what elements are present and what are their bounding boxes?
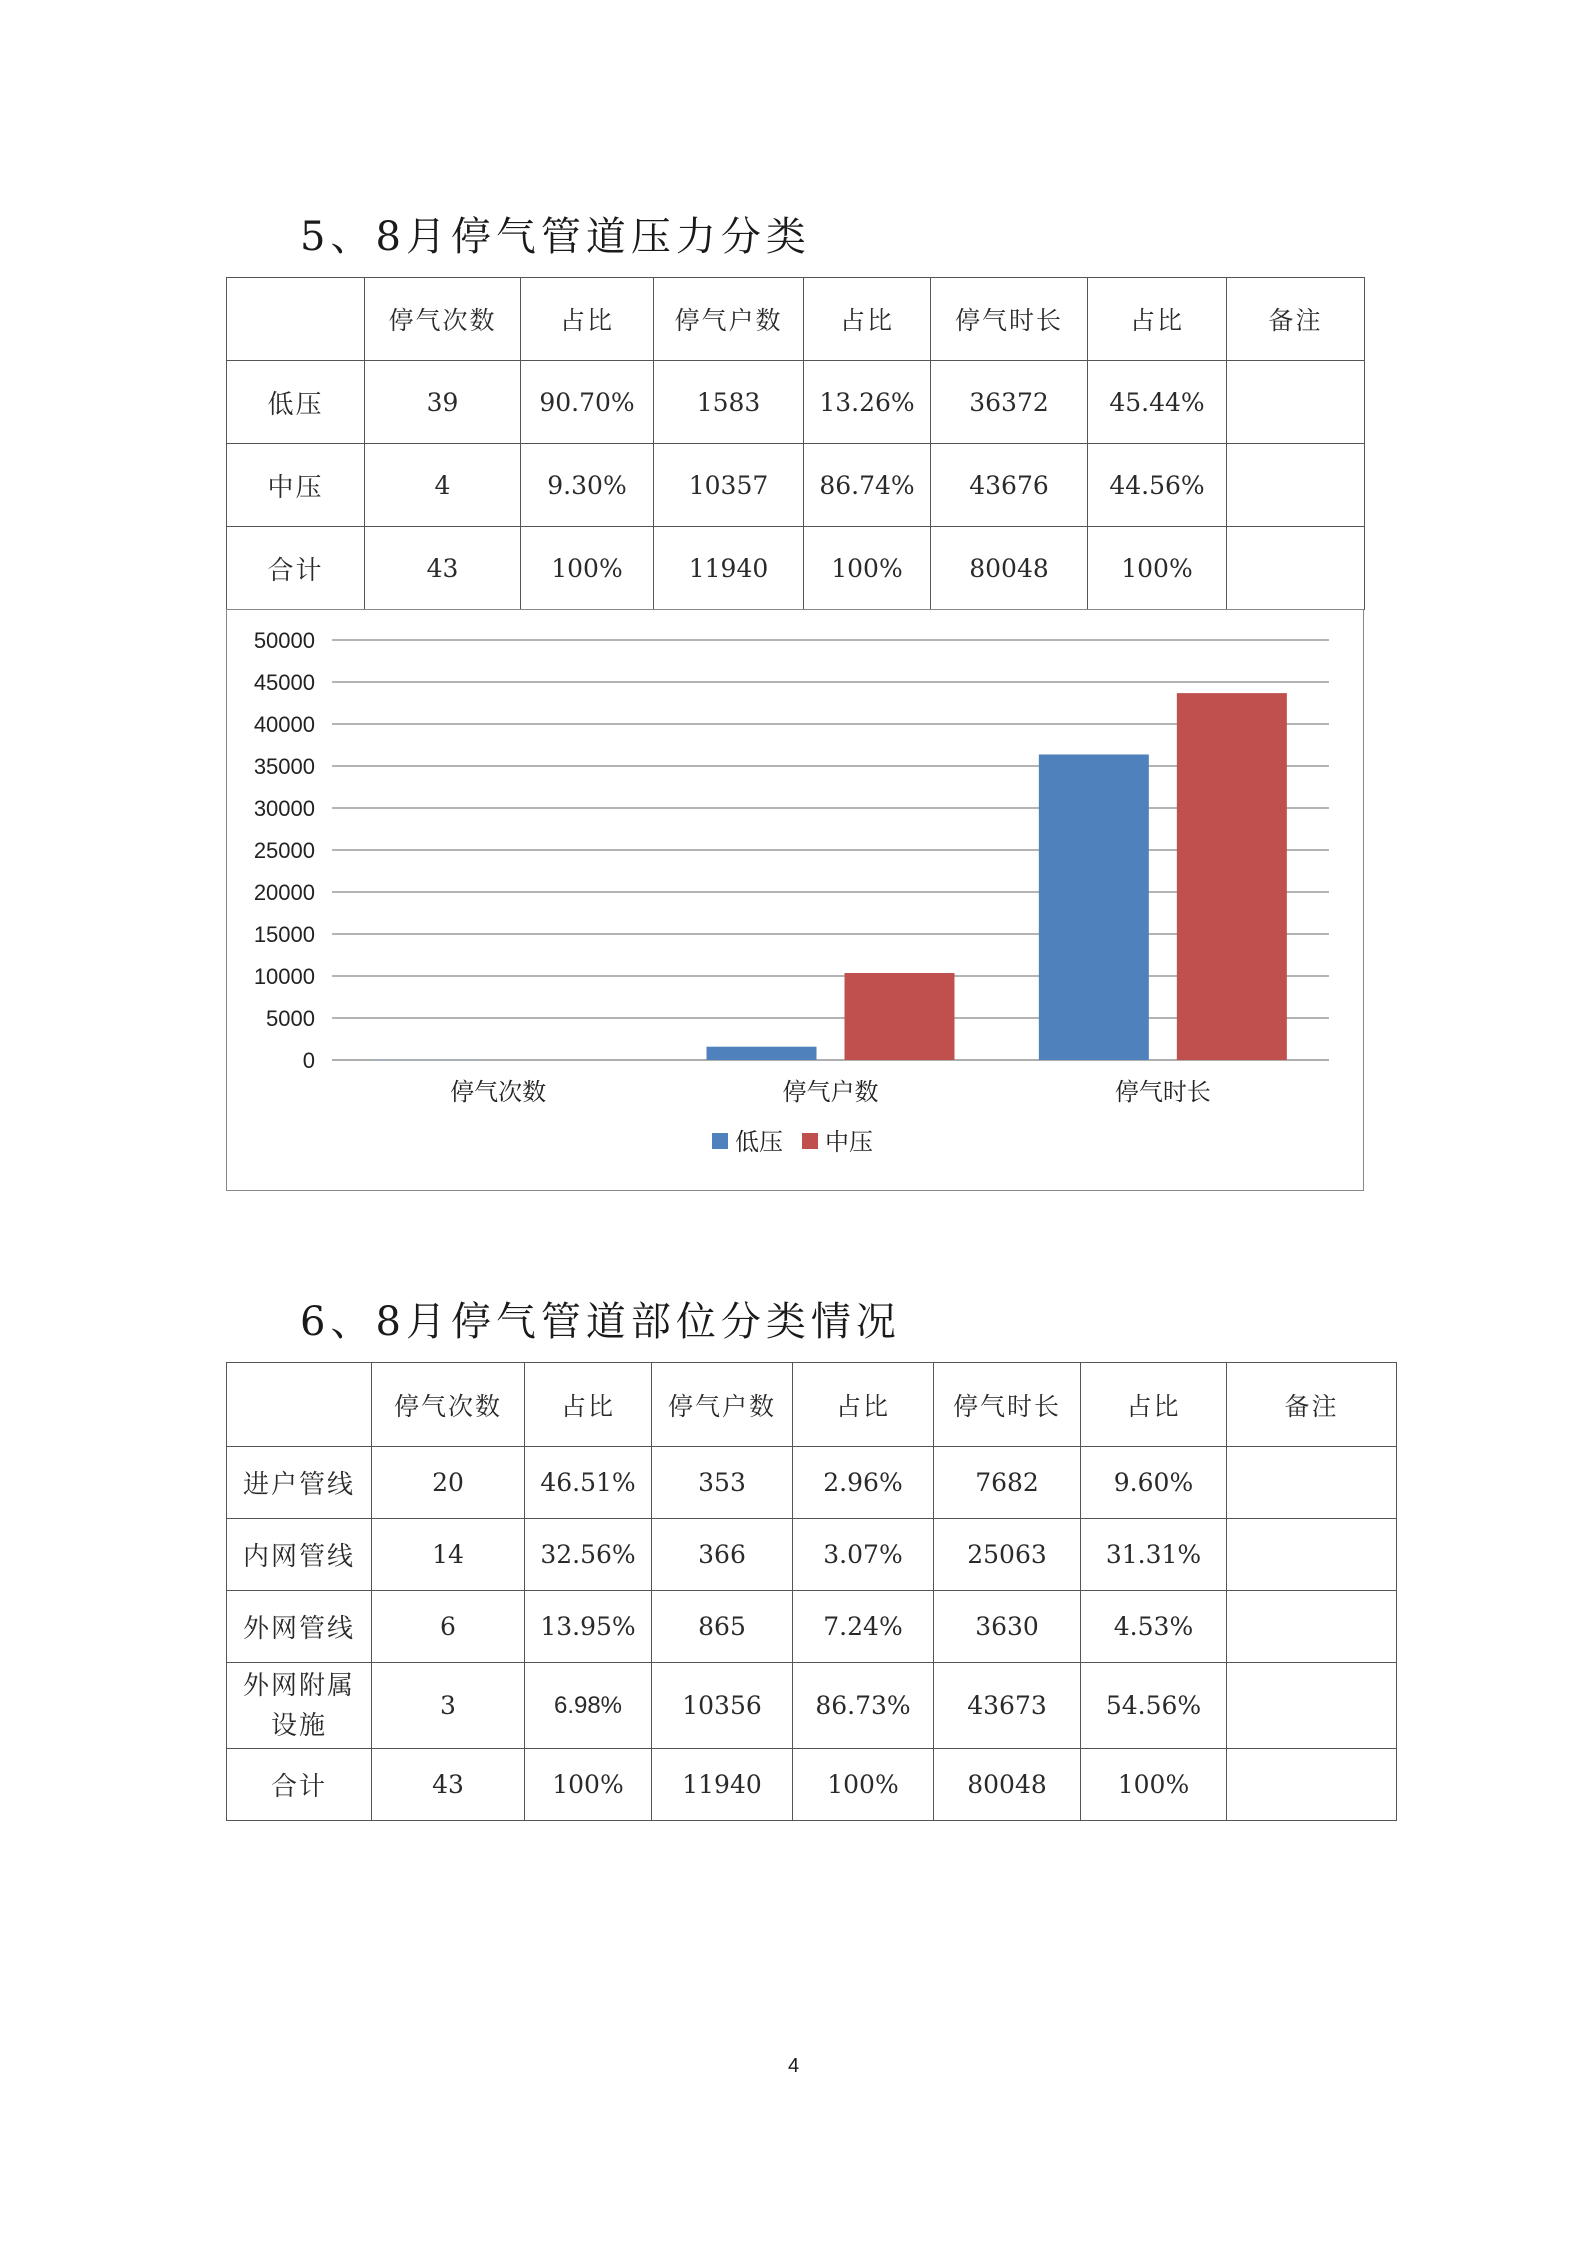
table-cell: 1583	[654, 361, 804, 444]
row-label: 低压	[227, 361, 365, 444]
table-cell: 31.31%	[1081, 1519, 1227, 1591]
table-cell: 86.73%	[793, 1663, 934, 1749]
table-cell: 4	[365, 444, 521, 527]
table-cell: 25063	[934, 1519, 1081, 1591]
table-cell	[1227, 527, 1365, 610]
table-cell: 4.53%	[1081, 1591, 1227, 1663]
header-cell: 备注	[1227, 1363, 1397, 1447]
table-cell: 7682	[934, 1447, 1081, 1519]
table-row	[227, 444, 1365, 527]
y-tick-label: 5000	[266, 1006, 315, 1031]
header-cell: 停气次数	[372, 1363, 525, 1447]
table-header-row	[227, 278, 1365, 361]
legend-swatch	[712, 1133, 728, 1149]
header-cell: 占比	[793, 1363, 934, 1447]
table-row	[227, 1591, 1397, 1663]
legend-label: 低压	[735, 1128, 783, 1156]
section-6-title: 6、8月停气管道部位分类情况	[300, 1299, 901, 1345]
table-cell: 10357	[654, 444, 804, 527]
header-cell: 停气户数	[654, 278, 804, 361]
table-cell: 100%	[1088, 527, 1227, 610]
table-cell	[1227, 1519, 1397, 1591]
row-label: 进户管线	[227, 1447, 372, 1519]
table-cell: 32.56%	[525, 1519, 652, 1591]
x-category-label: 停气时长	[1114, 1078, 1211, 1106]
table-total-row	[227, 1749, 1397, 1821]
chart-canvas	[227, 610, 1363, 1190]
y-tick-label: 20000	[253, 880, 315, 905]
table-cell: 353	[652, 1447, 793, 1519]
header-cell: 占比	[1081, 1363, 1227, 1447]
pressure-classification-table	[226, 277, 1365, 610]
table-cell: 100%	[525, 1749, 652, 1821]
page-number: 4	[787, 2055, 800, 2077]
table-cell: 54.56%	[1081, 1663, 1227, 1749]
table-cell: 43	[365, 527, 521, 610]
bar-low-pressure	[707, 1047, 817, 1060]
y-tick-label: 45000	[253, 670, 315, 695]
table-cell: 10356	[652, 1663, 793, 1749]
y-tick-label: 15000	[253, 922, 315, 947]
table-row	[227, 361, 1365, 444]
y-tick-label: 35000	[253, 754, 315, 779]
header-cell: 占比	[804, 278, 931, 361]
y-tick-label: 40000	[253, 712, 315, 737]
table-cell: 9.60%	[1081, 1447, 1227, 1519]
table-row	[227, 1447, 1397, 1519]
table-header-row	[227, 1363, 1397, 1447]
table-cell: 366	[652, 1519, 793, 1591]
table-cell	[1227, 1663, 1397, 1749]
table-cell: 80048	[931, 527, 1088, 610]
y-tick-label: 25000	[253, 838, 315, 863]
table-cell: 46.51%	[525, 1447, 652, 1519]
x-category-label: 停气次数	[450, 1078, 547, 1106]
table-cell: 36372	[931, 361, 1088, 444]
header-cell: 停气时长	[934, 1363, 1081, 1447]
table-cell: 43	[372, 1749, 525, 1821]
header-cell: 停气户数	[652, 1363, 793, 1447]
table-cell: 90.70%	[521, 361, 654, 444]
table-cell: 20	[372, 1447, 525, 1519]
header-cell: 占比	[525, 1363, 652, 1447]
pressure-bar-chart	[226, 609, 1364, 1191]
row-label: 内网管线	[227, 1519, 372, 1591]
table-total-row	[227, 527, 1365, 610]
table-cell: 100%	[521, 527, 654, 610]
bar-low-pressure	[1039, 754, 1149, 1060]
section-5-title: 5、8月停气管道压力分类	[300, 214, 811, 260]
table-cell: 865	[652, 1591, 793, 1663]
table-cell: 86.74%	[804, 444, 931, 527]
table-cell	[1227, 1749, 1397, 1821]
table-cell: 3630	[934, 1591, 1081, 1663]
row-label: 合计	[227, 1749, 372, 1821]
table-cell: 43673	[934, 1663, 1081, 1749]
header-cell: 停气次数	[365, 278, 521, 361]
header-cell: 占比	[521, 278, 654, 361]
table-cell: 3.07%	[793, 1519, 934, 1591]
y-tick-label: 50000	[253, 628, 315, 653]
table-cell	[1227, 444, 1365, 527]
x-category-label: 停气户数	[782, 1078, 879, 1106]
header-cell: 占比	[1088, 278, 1227, 361]
table-cell: 80048	[934, 1749, 1081, 1821]
legend-swatch	[802, 1133, 818, 1149]
y-tick-label: 0	[302, 1048, 315, 1073]
row-label: 外网管线	[227, 1591, 372, 1663]
row-label: 外网附属 设施	[227, 1663, 372, 1749]
table-cell: 2.96%	[793, 1447, 934, 1519]
table-cell	[1227, 1591, 1397, 1663]
table-cell: 11940	[652, 1749, 793, 1821]
table-cell	[1227, 361, 1365, 444]
table-row	[227, 1663, 1397, 1749]
table-cell: 14	[372, 1519, 525, 1591]
header-cell	[227, 1363, 372, 1447]
y-tick-label: 30000	[253, 796, 315, 821]
table-cell: 100%	[804, 527, 931, 610]
header-cell: 停气时长	[931, 278, 1088, 361]
table-cell: 9.30%	[521, 444, 654, 527]
row-label: 中压	[227, 444, 365, 527]
table-row	[227, 1519, 1397, 1591]
row-label: 合计	[227, 527, 365, 610]
table-cell: 44.56%	[1088, 444, 1227, 527]
table-cell: 100%	[1081, 1749, 1227, 1821]
table-cell: 6	[372, 1591, 525, 1663]
table-cell: 45.44%	[1088, 361, 1227, 444]
header-cell: 备注	[1227, 278, 1365, 361]
table-cell: 13.95%	[525, 1591, 652, 1663]
table-cell: 100%	[793, 1749, 934, 1821]
table-cell	[1227, 1447, 1397, 1519]
table-cell: 11940	[654, 527, 804, 610]
table-cell: 3	[372, 1663, 525, 1749]
header-cell	[227, 278, 365, 361]
table-cell: 39	[365, 361, 521, 444]
table-cell: 7.24%	[793, 1591, 934, 1663]
location-classification-table	[226, 1362, 1397, 1821]
legend-label: 中压	[825, 1128, 873, 1156]
y-tick-label: 10000	[253, 964, 315, 989]
table-cell: 13.26%	[804, 361, 931, 444]
table-cell: 43676	[931, 444, 1088, 527]
table-cell: 6.98%	[525, 1663, 652, 1749]
bar-medium-pressure	[1177, 693, 1287, 1060]
bar-medium-pressure	[845, 973, 955, 1060]
